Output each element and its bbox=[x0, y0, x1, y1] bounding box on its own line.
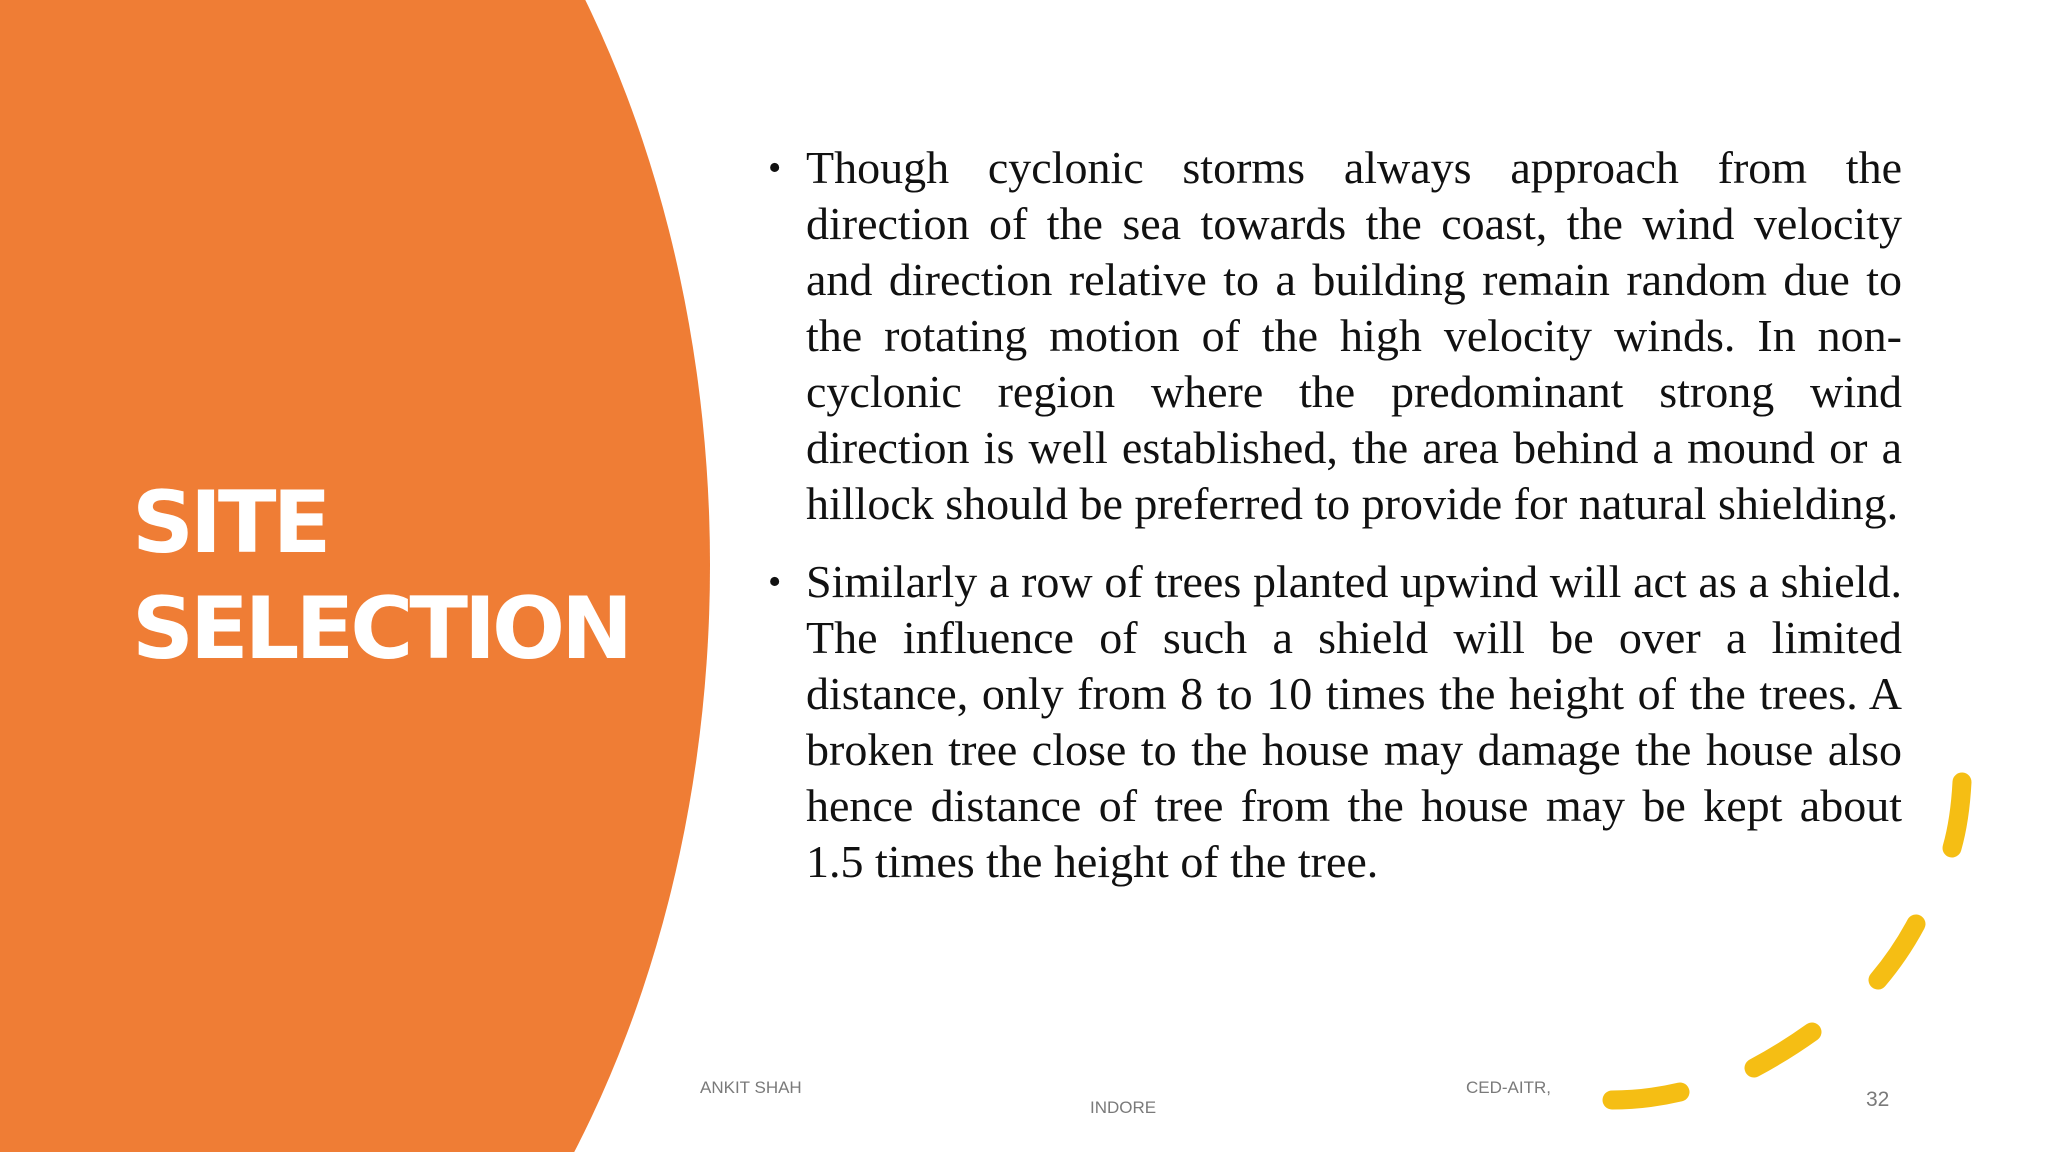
bullet-dot-icon: • bbox=[768, 561, 782, 603]
footer-institution: CED-AITR, bbox=[1466, 1078, 1551, 1097]
bullet-dot-icon: • bbox=[768, 147, 782, 189]
yellow-dash-3 bbox=[1754, 1032, 1812, 1068]
bullet-item-2 bbox=[764, 554, 1902, 890]
bullet-text-2: Similarly a row of trees planted upwind will act as a shield. The influence of such a shield will be over a limited distance, only from 8 to 10 times the height of the trees. A broken tree close to the house may damage the house also hence distance of tree from the house may be kept about 1.5 times the height of the tree. bbox=[806, 556, 1902, 887]
yellow-dash-2 bbox=[1878, 924, 1916, 980]
yellow-dash-4 bbox=[1612, 1092, 1680, 1100]
page-number: 32 bbox=[1866, 1088, 1890, 1111]
slide-title bbox=[132, 470, 629, 682]
footer-author: ANKIT SHAH bbox=[700, 1078, 802, 1097]
footer-city: INDORE bbox=[1090, 1098, 1157, 1117]
bullet-item-1 bbox=[764, 140, 1902, 532]
title-line-2: SELECTION bbox=[132, 579, 630, 679]
bullet-text-1: Though cyclonic storms always approach from the direction of the sea towards the coast, the wind velocity and direction relative to a building remain random due to the rotating motion of the high velocity winds. In non-cyclonic region where the predominant strong wind direction is well established, the area behind a mound or a hillock should be preferred to provide for natural shielding. bbox=[806, 142, 1902, 529]
yellow-dash-1 bbox=[1952, 782, 1962, 848]
title-line-1: SITE bbox=[132, 473, 328, 573]
bullet-list bbox=[764, 140, 1902, 912]
